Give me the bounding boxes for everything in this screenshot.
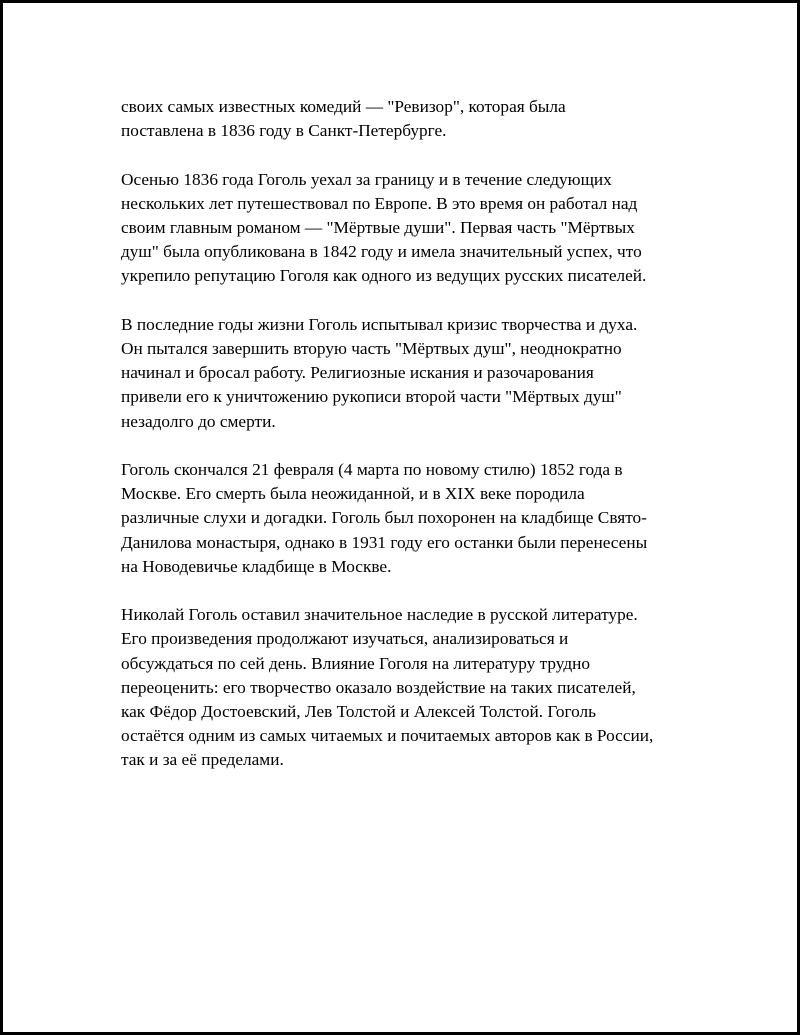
text-line: Данилова монастыря, однако в 1931 году его останки были перенесены — [121, 532, 648, 552]
text-line: Он пытался завершить вторую часть "Мёртвых душ", неоднократно — [121, 339, 622, 358]
text-line: Его произведения продолжают изучаться, анализироваться и — [121, 629, 569, 649]
text-line: Гоголь скончался 21 февраля (4 марта по новому стилю) 1852 года в — [121, 460, 623, 479]
text-line: как Фёдор Достоевский, Лев Толстой и Алексей Толстой. Гоголь — [121, 702, 597, 722]
paragraph-2 — [121, 168, 711, 289]
text-line: остаётся одним из самых читаемых и почитаемых авторов как в России, — [121, 726, 654, 746]
text-line: душ" была опубликована в 1842 году и имела значительный успех, что — [121, 242, 642, 262]
paragraph-4 — [121, 458, 711, 579]
text-line: начинал и бросал работу. Религиозные искания и разочарования — [121, 363, 594, 383]
text-line: поставлена в 1836 году в Санкт-Петербурге. — [121, 121, 447, 141]
text-line: различные слухи и догадки. Гоголь был похоронен на кладбище Свято- — [121, 508, 647, 528]
text-line: незадолго до смерти. — [121, 411, 276, 431]
paragraph-1 — [121, 95, 711, 143]
text-line: на Новодевичье кладбище в Москве. — [121, 556, 392, 576]
text-line: укрепило репутацию Гоголя как одного из ведущих русских писателей. — [121, 266, 647, 286]
text-line: Осенью 1836 года Гоголь уехал за границу и в течение следующих — [121, 169, 612, 189]
paragraph-5 — [121, 603, 711, 772]
text-line: переоценить: его творчество оказало воздействие на таких писателей, — [121, 677, 636, 697]
document-body — [121, 95, 711, 797]
text-line: Николай Гоголь оставил значительное наследие в русской литературе. — [121, 605, 638, 625]
text-line: своих самых известных комедий — "Ревизор", которая была — [121, 97, 566, 116]
text-line: В последние годы жизни Гоголь испытывал кризис творчества и духа. — [121, 314, 638, 334]
paragraph-3 — [121, 313, 711, 434]
text-line: нескольких лет путешествовал по Европе. В это время он работал над — [121, 193, 638, 213]
text-line: так и за её пределами. — [121, 750, 284, 770]
text-line: Москве. Его смерть была неожиданной, и в XIX веке породила — [121, 484, 585, 504]
text-line: своим главным романом — "Мёртвые души". Первая часть "Мёртвых — [121, 218, 635, 237]
text-line: привели его к уничтожению рукописи второй части "Мёртвых душ" — [121, 387, 622, 407]
text-line: обсуждаться по сей день. Влияние Гоголя на литературу трудно — [121, 653, 591, 673]
